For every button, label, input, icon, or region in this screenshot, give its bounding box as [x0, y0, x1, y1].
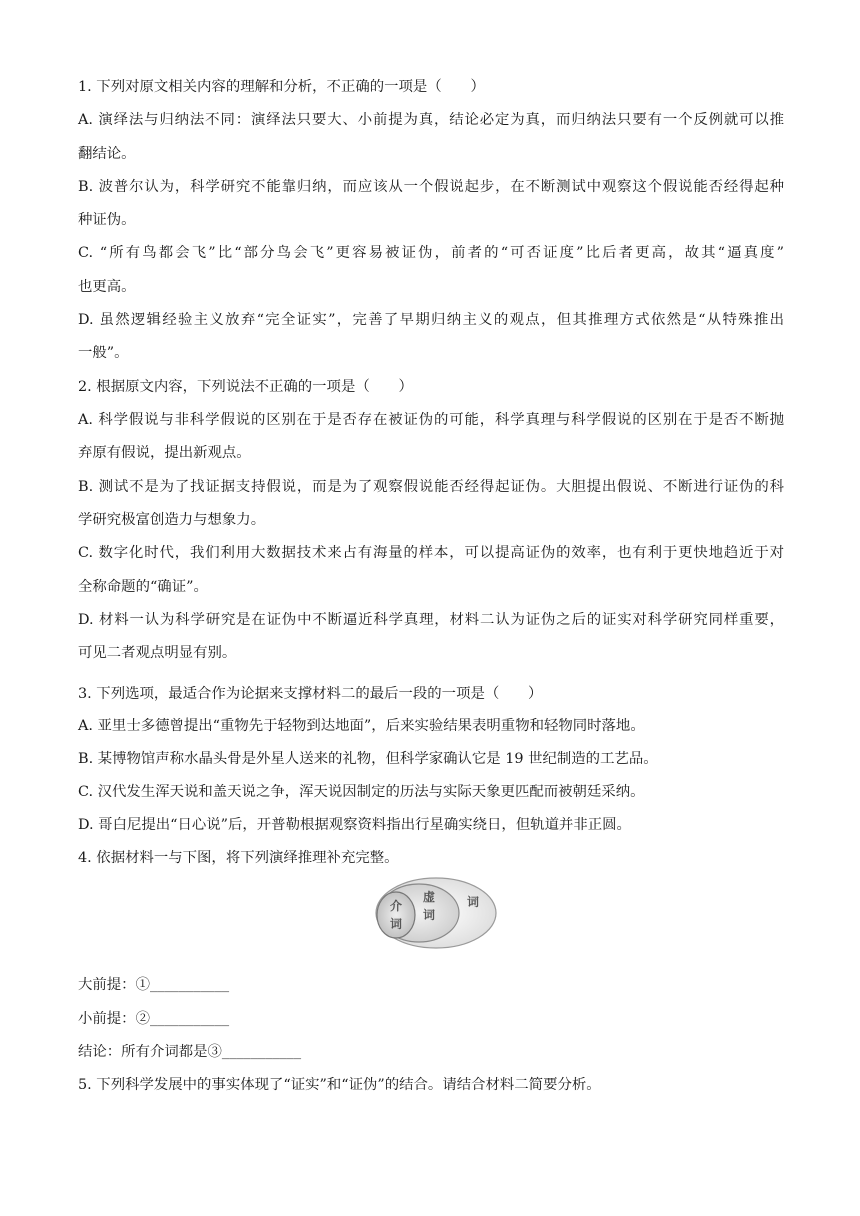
q4-major-premise: 大前提：①___________	[78, 977, 230, 993]
q2-option-b-cont: 学研究极富创造力与想象力。	[78, 512, 266, 528]
q4-minor-premise: 小前提：②___________	[78, 1011, 230, 1027]
q2-option-d-cont: 可见二者观点明显有别。	[78, 645, 237, 661]
q2-option-a-cont: 弃原有假说，提出新观点。	[78, 445, 251, 461]
q1-option-a-cont: 翻结论。	[78, 146, 136, 162]
q1-stem: 1. 下列对原文相关内容的理解和分析，不正确的一项是（ ）	[78, 79, 485, 95]
q3-stem: 3. 下列选项，最适合作为论据来支撑材料二的最后一段的一项是（ ）	[78, 686, 543, 702]
q1-option-b: B. 波普尔认为，科学研究不能靠归纳，而应该从一个假说起步，在不断测试中观察这个假说能否经得起种	[78, 179, 784, 195]
q2-stem: 2. 根据原文内容，下列说法不正确的一项是（ ）	[78, 379, 413, 395]
q2-option-a: A. 科学假说与非科学假说的区别在于是否存在被证伪的可能，科学真理与科学假说的区别在于是否不断抛	[78, 412, 784, 428]
q2-option-c-cont: 全称命题的“确证”。	[78, 579, 208, 595]
q4-stem: 4. 依据材料一与下图，将下列演绎推理补充完整。	[78, 850, 399, 866]
q2-option-b: B. 测试不是为了找证据支持假说，而是为了观察假说能否经得起证伪。大胆提出假说、不断进行证伪的科	[78, 479, 784, 495]
q1-option-c-cont: 也更高。	[78, 279, 136, 295]
middle-label-top: 虚	[422, 890, 436, 904]
q2-option-c: C. 数字化时代，我们利用大数据技术来占有海量的样本，可以提高证伪的效率，也有利于更快地趋近于对	[78, 545, 784, 561]
q1-option-d-cont: 一般”。	[78, 345, 129, 361]
q1-option-a: A. 演绎法与归纳法不同：演绎法只要大、小前提为真，结论必定为真，而归纳法只要有一个反例就可以推	[78, 112, 784, 128]
q3-option-d: D. 哥白尼提出“日心说”后，开普勒根据观察资料指出行星确实绕日，但轨道并非正圆。	[78, 817, 631, 833]
q1-option-b-cont: 种证伪。	[78, 212, 136, 228]
q3-option-c: C. 汉代发生浑天说和盖天说之争，浑天说因制定的历法与实际天象更匹配而被朝廷采纳。	[78, 784, 645, 800]
q5-stem: 5. 下列科学发展中的事实体现了“证实”和“证伪”的结合。请结合材料二简要分析。	[78, 1077, 601, 1093]
q3-option-b: B. 某博物馆声称水晶头骨是外星人送来的礼物，但科学家确认它是 19 世纪制造的工艺品。	[78, 751, 658, 767]
q2-option-d: D. 材料一认为科学研究是在证伪中不断逼近科学真理，材料二认为证伪之后的证实对科学研究同样重要，	[78, 612, 784, 628]
inner-label-bottom: 词	[389, 917, 403, 931]
q1-option-c: C. “所有鸟都会飞”比“部分鸟会飞”更容易被证伪，前者的“可否证度”比后者更高，故其“逼真度”	[78, 245, 784, 261]
venn-diagram	[361, 875, 501, 955]
middle-label-bottom: 词	[422, 908, 436, 922]
q3-option-a: A. 亚里士多德曾提出“重物先于轻物到达地面”，后来实验结果表明重物和轻物同时落地。	[78, 718, 645, 734]
q4-conclusion: 结论：所有介词都是③___________	[78, 1044, 302, 1060]
q1-option-d: D. 虽然逻辑经验主义放弃“完全证实”，完善了早期归纳主义的观点，但其推理方式依然是“从特殊推出	[78, 312, 784, 328]
outer-label: 词	[466, 895, 480, 909]
inner-label-top: 介	[389, 899, 403, 913]
